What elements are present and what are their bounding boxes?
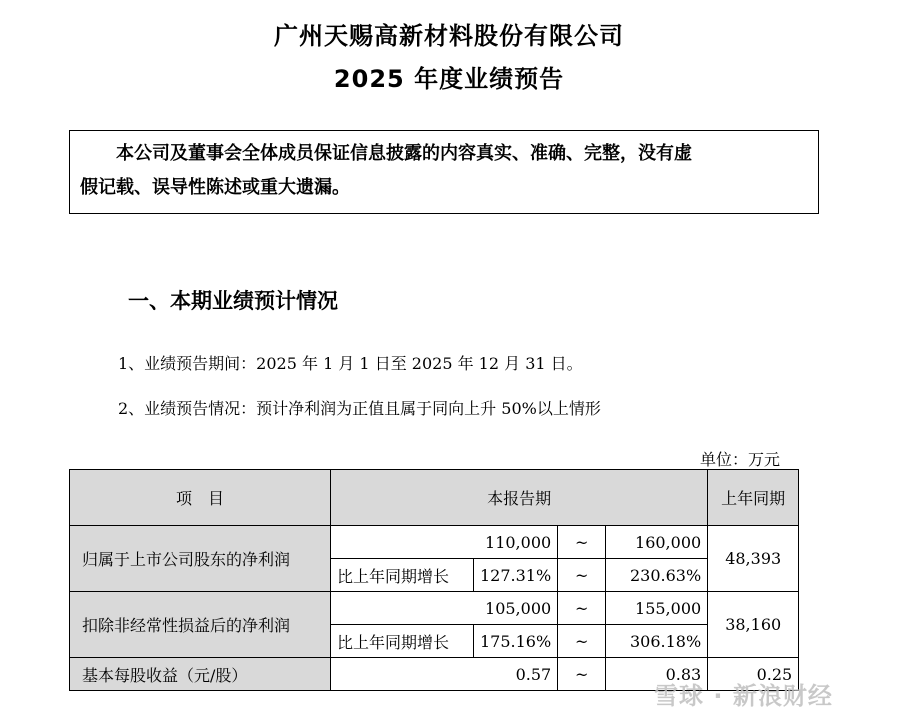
growth-low: 127.31% [474,559,558,592]
table-row [70,526,799,559]
growth-high: 230.63% [606,559,708,592]
range-tilde: ~ [558,658,606,691]
row-label: 基本每股收益（元/股） [70,658,331,691]
value-high: 160,000 [606,526,708,559]
prior-value: 48,393 [708,526,799,592]
forecast-table [69,469,799,691]
watermark: 雪球 · 新浪财经 [654,682,833,710]
section-heading: 一、本期业绩预计情况 [128,289,338,313]
header-current-period: 本报告期 [331,470,708,526]
table-row [70,592,799,625]
range-tilde: ~ [558,592,606,625]
disclaimer-line-1: 本公司及董事会全体成员保证信息披露的内容真实、准确、完整，没有虚 [116,143,692,164]
value-low: 105,000 [331,592,558,625]
growth-low: 175.16% [474,625,558,658]
growth-high: 306.18% [606,625,708,658]
range-tilde: ~ [558,526,606,559]
row-label: 扣除非经常性损益后的净利润 [70,592,331,658]
range-tilde: ~ [558,559,606,592]
growth-label: 比上年同期增长 [331,559,474,592]
forecast-status-item: 2、业绩预告情况：预计净利润为正值且属于同向上升 50%以上情形 [118,399,601,418]
forecast-period-item: 1、业绩预告期间：2025 年 1 月 1 日至 2025 年 12 月 31 日。 [118,354,583,373]
table-header-row [70,470,799,526]
range-tilde: ~ [558,625,606,658]
document-title: 2025 年度业绩预告 [333,65,565,93]
growth-label: 比上年同期增长 [331,625,474,658]
header-item: 项 目 [70,470,331,526]
value-low: 110,000 [331,526,558,559]
row-label: 归属于上市公司股东的净利润 [70,526,331,592]
unit-label: 单位：万元 [700,450,781,469]
value-high: 155,000 [606,592,708,625]
prior-value: 0.25 [708,658,799,691]
disclaimer-line-2: 假记载、误导性陈述或重大遗漏。 [80,177,350,198]
disclaimer-box [69,130,819,214]
company-name: 广州天赐高新材料股份有限公司 [274,22,624,50]
header-prior-period: 上年同期 [708,470,799,526]
prior-value: 38,160 [708,592,799,658]
value-low: 0.57 [331,658,558,691]
value-high: 0.83 [606,658,708,691]
